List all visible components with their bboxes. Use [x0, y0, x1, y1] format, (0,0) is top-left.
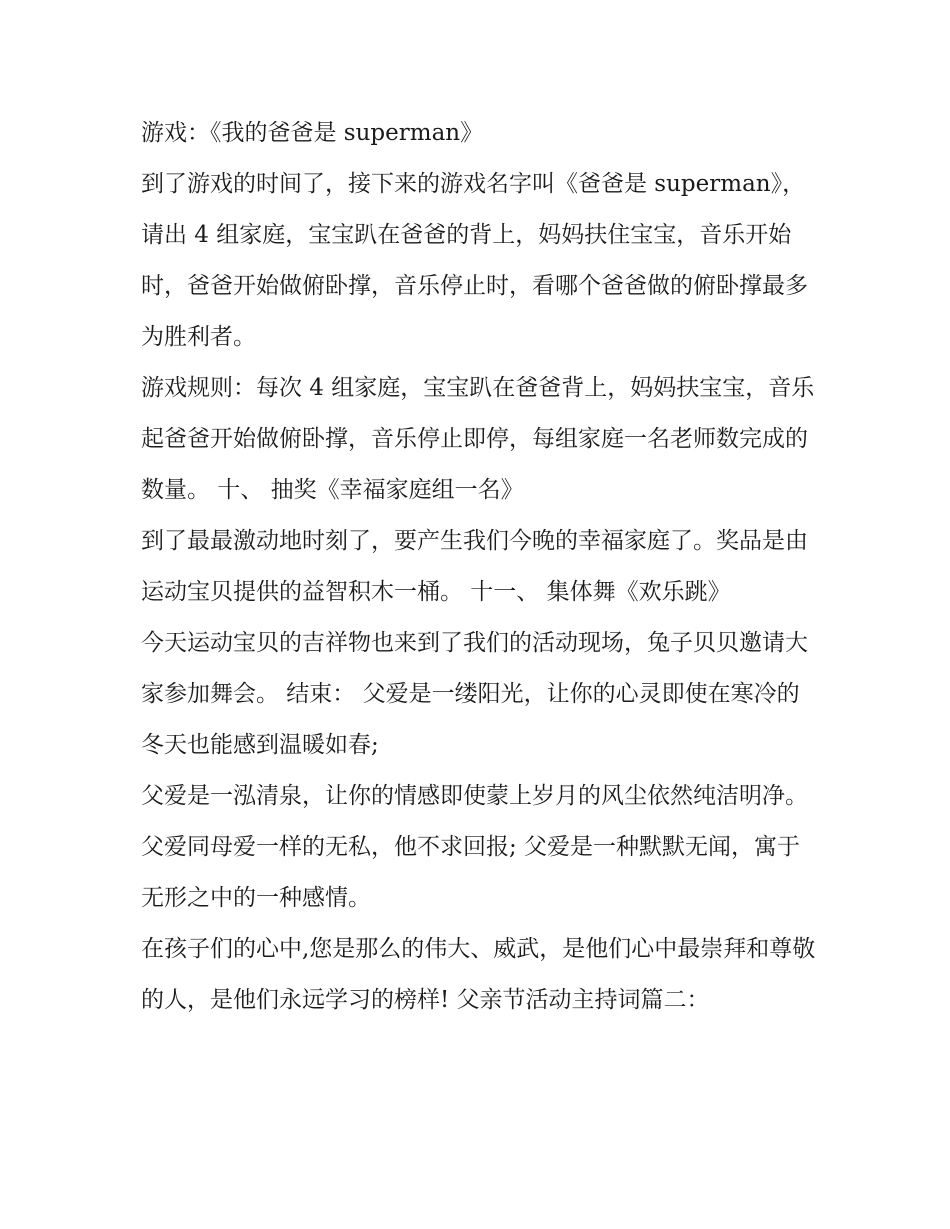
document-body	[141, 108, 821, 1026]
paragraph-father-love: 父爱是一泓清泉，让你的情感即使蒙上岁月的风尘依然纯洁明净。 父爱同母爱一样的无私，他不求回报; 父爱是一种默默无闻，寓于无形之中的一种感情。	[141, 783, 808, 911]
paragraph-game-rules: 游戏规则：每次 4 组家庭，宝宝趴在爸爸背上，妈妈扶宝宝，音乐起爸爸开始做俯卧撑，音乐停止即停，每组家庭一名老师数完成的数量。 十、 抽奖《幸福家庭组一名》	[141, 375, 815, 503]
paragraph-closing: 在孩子们的心中,您是那么的伟大、威武，是他们心中最崇拜和尊敬的人，是他们永远学习的榜样! 父亲节活动主持词篇二：	[141, 936, 816, 1013]
paragraph-lottery: 到了最最激动地时刻了，要产生我们今晚的幸福家庭了。奖品是由运动宝贝提供的益智积木一桶。 十一、 集体舞《欢乐跳》	[141, 528, 808, 605]
paragraph-dance: 今天运动宝贝的吉祥物也来到了我们的活动现场，兔子贝贝邀请大家参加舞会。 结束： 父爱是一缕阳光，让你的心灵即使在寒冷的冬天也能感到温暖如春;	[141, 630, 808, 758]
paragraph-game-title: 游戏：《我的爸爸是 superman》	[141, 120, 484, 146]
paragraph-game-intro: 到了游戏的时间了，接下来的游戏名字叫《爸爸是 superman》，请出 4 组家庭，宝宝趴在爸爸的背上，妈妈扶住宝宝，音乐开始时，爸爸开始做俯卧撑，音乐停止时，看哪个爸爸做的俯卧撑最多为胜利者。	[141, 171, 808, 350]
